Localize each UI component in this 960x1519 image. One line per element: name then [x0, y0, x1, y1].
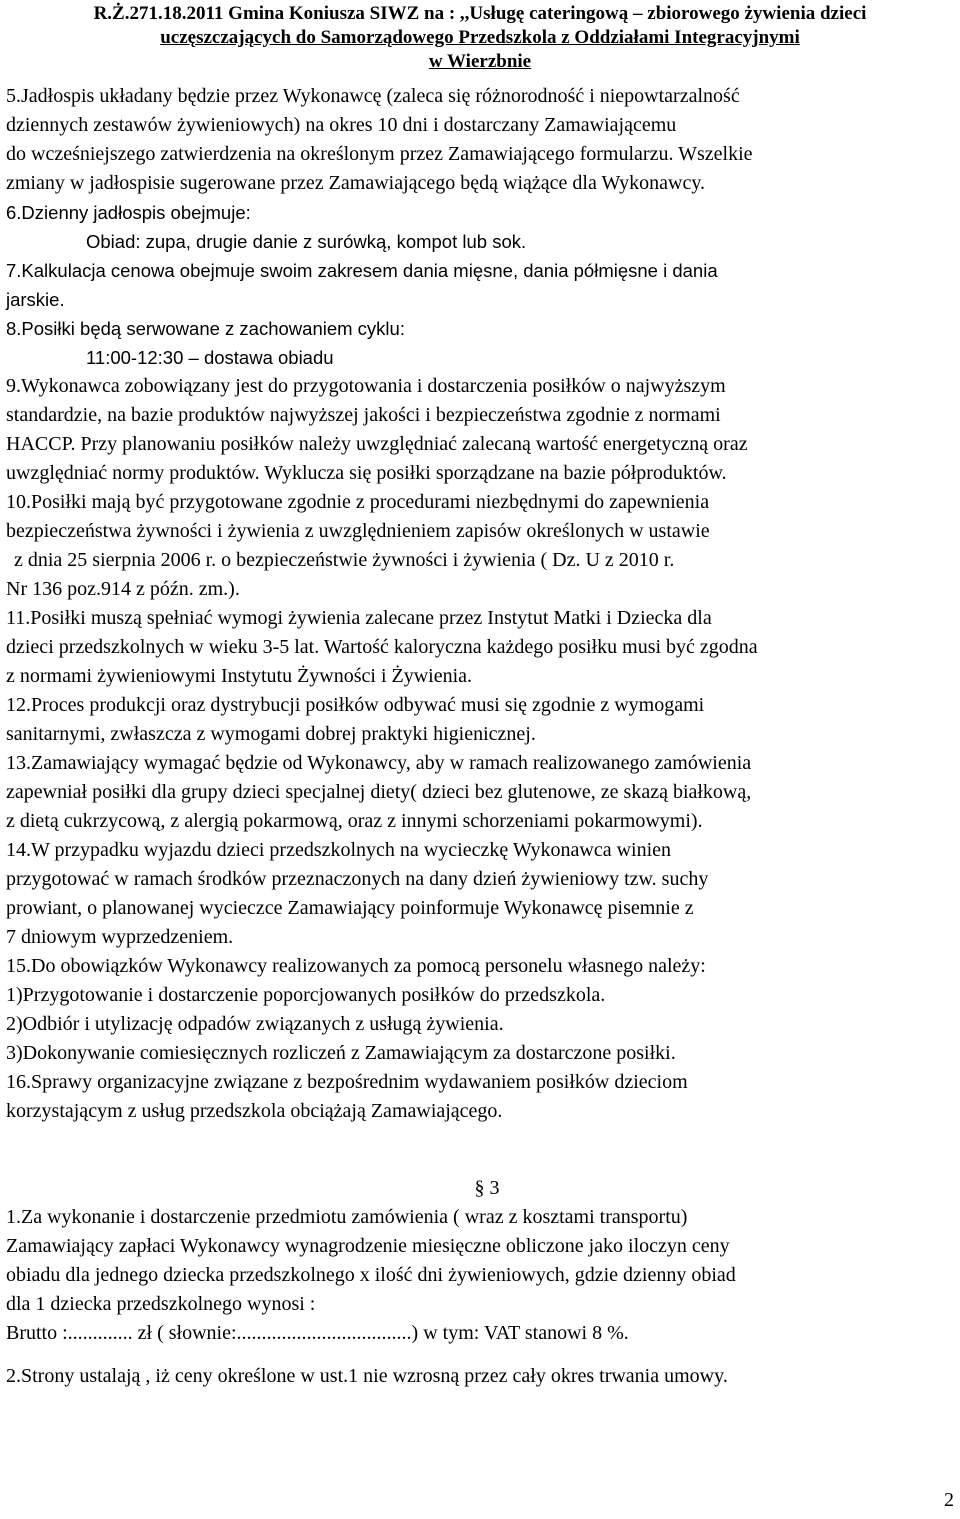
section-3-paragraph-1-line: Zamawiający zapłaci Wykonawcy wynagrodzenie miesięczne obliczone jako iloczyn ceny — [6, 1235, 730, 1257]
spacer — [6, 1150, 946, 1174]
paragraph-13-line: 13.Zamawiający wymagać będzie od Wykonawcy, aby w ramach realizowanego zamówienia — [6, 752, 752, 774]
paragraph-7-line: 7.Kalkulacja cenowa obejmuje swoim zakresem dania mięsne, dania półmięsne i dania — [6, 260, 718, 281]
paragraph-9-line: 9.Wykonawca zobowiązany jest do przygotowania i dostarczenia posiłków o najwyższym — [6, 375, 726, 397]
paragraph-10-line: 10.Posiłki mają być przygotowane zgodnie z procedurami niezbędnymi do zapewnienia — [6, 491, 710, 513]
paragraph-15-line: 1)Przygotowanie i dostarczenie poporcjowanych posiłków do przedszkola. — [6, 984, 606, 1006]
paragraph-6: 6.Dzienny jadłospis obejmuje: — [6, 202, 251, 223]
paragraph-15-line: 2)Odbiór i utylizację odpadów związanych z usługą żywienia. — [6, 1013, 504, 1035]
paragraph-14-line: prowiant, o planowanej wycieczce Zamawiający poinformuje Wykonawcę pisemnie z — [6, 897, 694, 919]
section-3-paragraph-2: 2.Strony ustalają , iż ceny określone w ust.1 nie wzrosną przez cały okres trwania umowy. — [6, 1365, 728, 1387]
paragraph-10-line: z dnia 25 sierpnia 2006 r. o bezpieczeństwie żywności i żywienia ( Dz. U z 2010 r. — [14, 549, 675, 571]
paragraph-7-line: jarskie. — [6, 289, 65, 310]
section-3-paragraph-1-line: dla 1 dziecka przedszkolnego wynosi : — [6, 1293, 316, 1315]
paragraph-9-line: standardzie, na bazie produktów najwyższej jakości i bezpieczeństwa zgodnie z normami — [6, 404, 721, 426]
section-3-paragraph-1-line: Brutto :............. zł ( słownie:...................................) w tym: VAT stanowi 8 %. — [6, 1322, 629, 1344]
paragraph-13-line: zapewniał posiłki dla grupy dzieci specjalnej diety( dzieci bez glutenowe, ze skazą białkową, — [6, 781, 752, 803]
paragraph-11-line: z normami żywieniowymi Instytutu Żywności i Żywienia. — [6, 665, 473, 687]
paragraph-9-line: HACCP. Przy planowaniu posiłków należy uwzględniać zalecaną wartość energetyczną oraz — [6, 433, 748, 455]
document-header — [0, 2, 960, 74]
paragraph-6-item: Obiad: zupa, drugie danie z surówką, kompot lub sok. — [86, 231, 527, 252]
paragraph-16-line: korzystającym z usług przedszkola obciążają Zamawiającego. — [6, 1100, 503, 1122]
section-3-paragraph-1-line: obiadu dla jednego dziecka przedszkolnego x ilość dni żywieniowych, gdzie dzienny obiad — [6, 1264, 736, 1286]
paragraph-15-line: 3)Dokonywanie comiesięcznych rozliczeń z Zamawiającym za dostarczone posiłki. — [6, 1042, 676, 1064]
paragraph-16-line: 16.Sprawy organizacyjne związane z bezpośrednim wydawaniem posiłków dzieciom — [6, 1071, 688, 1093]
paragraph-8: 8.Posiłki będą serwowane z zachowaniem cyklu: — [6, 318, 405, 339]
paragraph-14-line: 14.W przypadku wyjazdu dzieci przedszkolnych na wycieczkę Wykonawca winien — [6, 839, 672, 861]
header-line-2: uczęszczających do Samorządowego Przedszkola z Oddziałami Integracyjnymi — [160, 27, 800, 48]
paragraph-14-line: 7 dniowym wyprzedzeniem. — [6, 926, 234, 948]
paragraph-12-line: sanitarnymi, zwłaszcza z wymogami dobrej praktyki higienicznej. — [6, 723, 536, 745]
paragraph-5-line: 5.Jadłospis układany będzie przez Wykonawcę (zaleca się różnorodność i niepowtarzalność — [6, 85, 740, 107]
section-3-heading: § 3 — [474, 1177, 500, 1199]
spacer — [6, 1348, 946, 1362]
paragraph-5-line: zmiany w jadłospisie sugerowane przez Zamawiającego będą wiążące dla Wykonawcy. — [6, 172, 706, 194]
paragraph-5-line: do wcześniejszego zatwierdzenia na określonym przez Zamawiającego formularzu. Wszelkie — [6, 143, 753, 165]
paragraph-10-line: Nr 136 poz.914 z późn. zm.). — [6, 578, 240, 600]
paragraph-11-line: dzieci przedszkolnych w wieku 3-5 lat. Wartość kaloryczna każdego posiłku musi być zgodna — [6, 636, 758, 658]
header-line-1: R.Ż.271.18.2011 Gmina Koniusza SIWZ na : ,,Usługę cateringową – zbiorowego żywienia dzieci — [93, 3, 867, 24]
paragraph-11-line: 11.Posiłki muszą spełniać wymogi żywienia zalecane przez Instytut Matki i Dziecka dla — [6, 607, 712, 629]
section-3-paragraph-1-line: 1.Za wykonanie i dostarczenie przedmiotu zamówienia ( wraz z kosztami transportu) — [6, 1206, 688, 1228]
document-body — [6, 82, 946, 1391]
paragraph-9-line: uwzględniać normy produktów. Wyklucza się posiłki sporządzane na bazie półproduktów. — [6, 462, 727, 484]
page-number: 2 — [944, 1489, 954, 1511]
header-line-3: w Wierzbnie — [428, 51, 532, 72]
paragraph-8-item: 11:00-12:30 – dostawa obiadu — [86, 347, 334, 368]
paragraph-14-line: przygotować w ramach środków przeznaczonych na dany dzień żywieniowy tzw. suchy — [6, 868, 709, 890]
paragraph-13-line: z dietą cukrzycową, z alergią pokarmową, oraz z innymi schorzeniami pokarmowymi). — [6, 810, 703, 832]
paragraph-10-line: bezpieczeństwa żywności i żywienia z uwzględnieniem zapisów określonych w ustawie — [6, 520, 710, 542]
paragraph-15-line: 15.Do obowiązków Wykonawcy realizowanych za pomocą personelu własnego należy: — [6, 955, 706, 977]
spacer — [6, 1126, 946, 1150]
paragraph-12-line: 12.Proces produkcji oraz dystrybucji posiłków odbywać musi się zgodnie z wymogami — [6, 694, 705, 716]
paragraph-5-line: dziennych zestawów żywieniowych) na okres 10 dni i dostarczany Zamawiającemu — [6, 114, 677, 136]
